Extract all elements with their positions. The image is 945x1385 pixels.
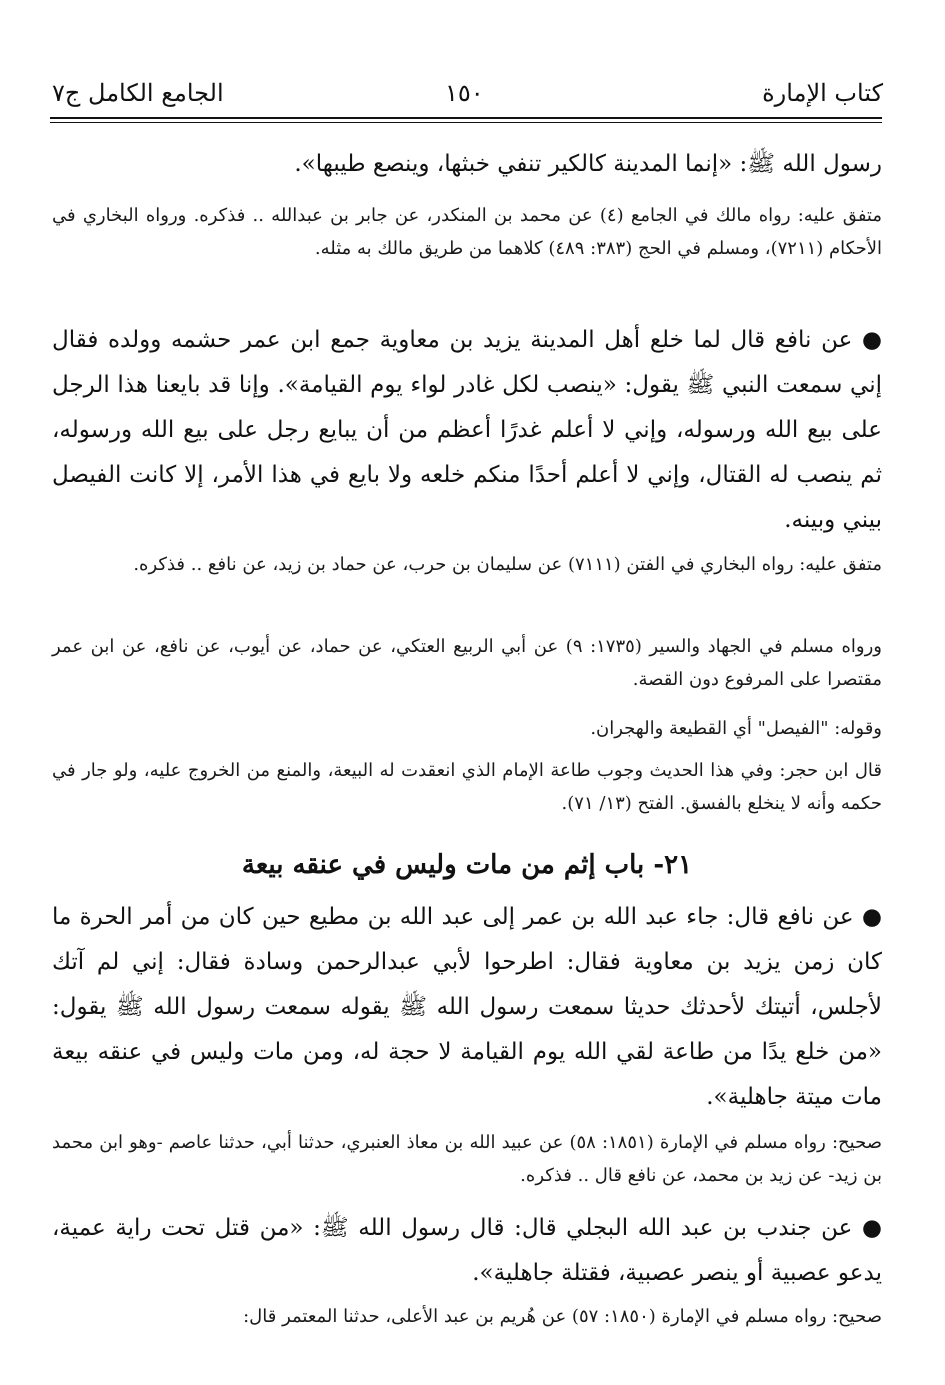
takhrij-note: ورواه مسلم في الجهاد والسير (١٧٣٥: ٩) عن أبي الربيع العتكي، عن حماد، عن أيوب، عن نافع، عن ابن عمر مقتصرا على المرفوع دون القصة. — [52, 636, 883, 690]
takhrij-note: متفق عليه: رواه البخاري في الفتن (٧١١١) عن سليمان بن حرب، عن حماد بن زيد، عن نافع .. فذكره. — [133, 554, 882, 575]
page-number: ١٥٠ — [445, 79, 484, 107]
header-volume: الجامع الكامل ج٧ — [52, 79, 224, 107]
header-book-title: كتاب الإمارة — [762, 79, 883, 107]
takhrij-note: صحيح: رواه مسلم في الإمارة (١٨٥١: ٥٨) عن عبيد الله بن معاذ العنبري، حدثنا أبي، حدثنا عاصم -وهو ابن محمد بن زيد- عن زيد بن محمد، عن نافع قال .. فذكره. — [52, 1132, 882, 1186]
header-rule-thin — [50, 122, 882, 123]
hadith-paragraph: ● عن نافع قال: جاء عبد الله بن عمر إلى عبد الله بن مطيع حين كان من أمر الحرة ما كان زمن يزيد بن معاوية فقال: اطرحوا لأبي عبدالرحمن وسادة فقال: إني لم آتك لأجلس، أتيتك لأحدثك حديثا سمعت رسول الله ﷺ يقوله سمعت رسول الله ﷺ يقول: «من خلع يدًا من طاعة لقي الله يوم القيامة لا حجة له، ومن مات وليس في عنقه بيعة مات ميتة جاهلية». — [52, 904, 882, 1110]
takhrij-note: متفق عليه: رواه مالك في الجامع (٤) عن محمد بن المنكدر، عن جابر بن عبدالله .. فذكره. ورواه البخاري في الأحكام (٧٢١١)، ومسلم في الحج (٣٨٣: ٤٨٩) كلاهما من طريق مالك به مثله. — [52, 205, 882, 259]
chapter-heading: ٢١- باب إثم من مات وليس في عنقه بيعة — [241, 850, 693, 880]
hadith-text-continued: رسول الله ﷺ: «إنما المدينة كالكير تنفي خبثها، وينصع طيبها». — [294, 151, 882, 177]
header-rule — [50, 117, 882, 119]
commentary-note: وقوله: "الفيصل" أي القطيعة والهجران. — [590, 718, 882, 739]
takhrij-note: صحيح: رواه مسلم في الإمارة (١٨٥٠: ٥٧) عن هُريم بن عبد الأعلى، حدثنا المعتمر قال: — [243, 1306, 882, 1327]
hadith-paragraph: ● عن نافع قال لما خلع أهل المدينة يزيد بن معاوية جمع ابن عمر حشمه وولده فقال إني سمعت النبي ﷺ يقول: «ينصب لكل غادر لواء يوم القيامة». وإنا قد بايعنا هذا الرجل على بيع الله ورسوله، وإني لا أعلم غدرًا أعظم من أن يبايع رجل على بيع الله ورسوله، ثم ينصب له القتال، وإني لا أعلم أحدًا منكم خلعه ولا بايع في هذا الأمر، إلا كانت الفيصل بيني وبينه. — [52, 327, 882, 533]
hadith-paragraph: ● عن جندب بن عبد الله البجلي قال: قال رسول الله ﷺ: «من قتل تحت راية عمية، يدعو عصبية أو ينصر عصبية، فقتلة جاهلية». — [52, 1215, 882, 1286]
commentary-note: قال ابن حجر: وفي هذا الحديث وجوب طاعة الإمام الذي انعقدت له البيعة، والمنع من الخروج عليه، ولو جار في حكمه وأنه لا ينخلع بالفسق. الفتح (١٣/ ٧١). — [52, 760, 882, 814]
